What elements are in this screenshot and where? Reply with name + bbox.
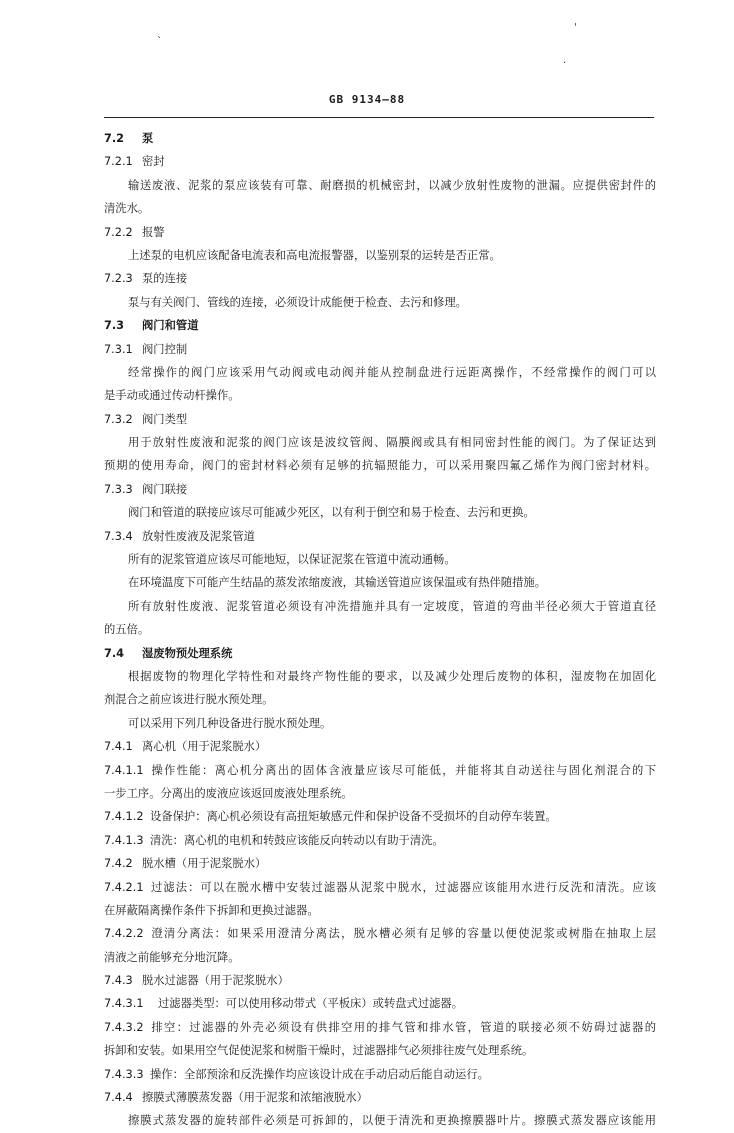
- line-text: 设备保护：离心机必须设有高扭矩敏感元件和保护设备不受损坏的自动停车装置。: [150, 810, 557, 824]
- section-number: 7.4.1.1: [104, 763, 144, 777]
- line-text: 清洗水。: [104, 202, 150, 216]
- corner-mark: `: [157, 36, 162, 47]
- line-text: 操作性能：离心机分离出的固体含液量应该尽可能低，并能将其自动送往与固化剂混合的下: [150, 763, 656, 777]
- corner-mark: ': [574, 22, 577, 33]
- section-number: 7.4.2: [104, 857, 133, 871]
- line-text: 在屏蔽隔离操作条件下拆卸和更换过滤器。: [104, 903, 319, 917]
- paragraph-line: [104, 244, 656, 267]
- section-number: 7.4.3.3: [104, 1067, 144, 1081]
- paragraph-line: [104, 712, 656, 735]
- section-number: 7.4.3: [104, 974, 133, 988]
- line-text: 所有放射性废液、泥浆管道必须设有冲洗措施并具有一定坡度，管道的弯曲半径必须大于管道直径: [128, 599, 656, 613]
- line-text: 脱水过滤器（用于泥浆脱水）: [142, 974, 289, 988]
- section-line: [104, 314, 656, 337]
- paragraph-line: [104, 548, 656, 571]
- line-text: 根据废物的物理化学特性和对最终产物性能的要求，以及减少处理后废物的体积，湿废物在加固化: [128, 669, 656, 683]
- line-text: 经常操作的阀门应该采用气动阀或电动阀并能从控制盘进行远距离操作，不经常操作的阀门可以: [128, 365, 656, 379]
- section-line: [104, 127, 656, 150]
- line-text: 排空：过滤器的外壳必须设有供排空用的排气管和排水管，管道的联接必须不妨碍过滤器的: [150, 1020, 656, 1034]
- section-line: [104, 992, 656, 1015]
- line-text: 阀门和管道: [142, 319, 199, 333]
- line-text: 预期的使用寿命，阀门的密封材料必须有足够的抗辐照能力，可以采用聚四氟乙烯作为阀门密封材料。: [104, 459, 656, 473]
- line-text: 湿废物预处理系统: [142, 646, 233, 660]
- line-text: 泵与有关阀门、管线的连接，必须设计成能便于检查、去污和修理。: [128, 295, 467, 309]
- paragraph-line: [104, 501, 656, 524]
- line-text: 泵的连接: [142, 272, 188, 286]
- section-number: 7.4.4: [104, 1091, 133, 1105]
- section-line: [104, 338, 656, 361]
- line-text: 在环境温度下可能产生结晶的蒸发浓缩废液，其输送管道应该保温或有热伴随措施。: [128, 576, 546, 590]
- section-number: 7.4.1.3: [104, 833, 144, 847]
- section-line: [104, 829, 656, 852]
- section-line: [104, 735, 656, 758]
- section-number: 7.4.3.1: [104, 997, 144, 1011]
- line-text: 一步工序。分离出的废液应该返回废液处理系统。: [104, 786, 353, 800]
- line-text: 脱水槽（用于泥浆脱水）: [142, 857, 267, 871]
- section-line: [104, 759, 656, 782]
- section-number: 7.3.3: [104, 482, 133, 496]
- section-line: [104, 1016, 656, 1039]
- line-text: 擦膜式蒸发器的旋转部件必须是可拆卸的，以便于清洗和更换擦膜器叶片。擦膜式蒸发器应该能用: [128, 1114, 656, 1128]
- line-text: 所有的泥浆管道应该尽可能地短，以保证泥浆在管道中流动通畅。: [128, 553, 456, 567]
- section-line: [104, 478, 656, 501]
- page-header: GB 9134—88: [328, 93, 406, 106]
- line-text: 用于放射性废液和泥浆的阀门应该是波纹管阀、隔膜阀或具有相同密封性能的阀门。为了保证达到: [128, 436, 656, 450]
- section-number: 7.3: [104, 319, 125, 333]
- section-number: 7.2.2: [104, 225, 133, 239]
- line-text: 放射性废液及泥浆管道: [142, 529, 255, 543]
- line-text: 上述泵的电机应该配备电流表和高电流报警器，以鉴别泵的运转是否正常。: [128, 248, 501, 262]
- section-number: 7.3.4: [104, 529, 133, 543]
- section-number: 7.4.1: [104, 740, 133, 754]
- section-number: 7.2.3: [104, 272, 133, 286]
- paragraph-line: [104, 618, 656, 641]
- line-text: 过滤法：可以在脱水槽中安装过滤器从泥浆中脱水，过滤器应该能用水进行反洗和清洗。应该: [150, 880, 656, 894]
- line-text: 密封: [142, 155, 165, 169]
- section-line: [104, 408, 656, 431]
- paragraph-line: [104, 174, 656, 197]
- line-text: 的五倍。: [104, 623, 150, 637]
- section-number: 7.4.3.2: [104, 1020, 144, 1034]
- section-line: [104, 922, 656, 945]
- paragraph-line: [104, 361, 656, 384]
- line-text: 可以采用下列几种设备进行脱水预处理。: [128, 716, 332, 730]
- section-line: [104, 852, 656, 875]
- section-number: 7.4.2.2: [104, 927, 144, 941]
- paragraph-line: [104, 384, 656, 407]
- section-line: [104, 1063, 656, 1086]
- paragraph-line: [104, 454, 656, 477]
- document-body: [104, 127, 656, 1133]
- paragraph-line: [104, 595, 656, 618]
- section-number: 7.4.1.2: [104, 810, 144, 824]
- section-number: 7.2.1: [104, 155, 133, 169]
- line-text: 阀门类型: [142, 412, 188, 426]
- section-number: 7.3.2: [104, 412, 133, 426]
- line-text: 过滤器类型：可以使用移动带式（平板床）或转盘式过滤器。: [158, 997, 464, 1011]
- section-line: [104, 876, 656, 899]
- line-text: 报警: [142, 225, 165, 239]
- line-text: 阀门控制: [142, 342, 188, 356]
- section-line: [104, 525, 656, 548]
- paragraph-line: [104, 197, 656, 220]
- line-text: 清液之前能够充分地沉降。: [104, 950, 240, 964]
- section-line: [104, 805, 656, 828]
- section-line: [104, 221, 656, 244]
- paragraph-line: [104, 899, 656, 922]
- section-number: 7.2: [104, 132, 125, 145]
- section-number: 7.4: [104, 646, 125, 660]
- paragraph-line: [104, 1039, 656, 1062]
- paragraph-line: [104, 431, 656, 454]
- paragraph-line: [104, 291, 656, 314]
- line-text: 阀门和管道的联接应该尽可能减少死区，以有利于倒空和易于检查、去污和更换。: [128, 506, 535, 520]
- paragraph-line: [104, 665, 656, 688]
- line-text: 阀门联接: [142, 482, 188, 496]
- section-line: [104, 969, 656, 992]
- section-number: 7.4.2.1: [104, 880, 144, 894]
- line-text: 离心机（用于泥浆脱水）: [142, 740, 267, 754]
- line-text: 清洗：离心机的电机和转鼓应该能反向转动以有助于清洗。: [150, 833, 444, 847]
- paragraph-line: [104, 1109, 656, 1132]
- paragraph-line: [104, 946, 656, 969]
- line-text: 操作：全部预涂和反洗操作均应该设计成在手动启动后能自动运行。: [150, 1067, 489, 1081]
- paragraph-line: [104, 782, 656, 805]
- section-line: [104, 267, 656, 290]
- section-line: [104, 150, 656, 173]
- section-line: [104, 642, 656, 665]
- line-text: 是手动或通过传动杆操作。: [104, 389, 240, 403]
- line-text: 输送废液、泥浆的泵应该装有可靠、耐磨损的机械密封，以减少放射性废物的泄漏。应提供密封件的: [128, 178, 656, 192]
- section-number: 7.3.1: [104, 342, 133, 356]
- line-text: 剂混合之前应该进行脱水预处理。: [104, 693, 274, 707]
- line-text: 泵: [142, 132, 154, 145]
- paragraph-line: [104, 688, 656, 711]
- line-text: 澄清分离法：如果采用澄清分离法，脱水槽必须有足够的容量以便使泥浆或树脂在抽取上层: [150, 927, 656, 941]
- section-line: [104, 1086, 656, 1109]
- corner-mark: ·: [563, 58, 567, 69]
- header-rule: [104, 117, 654, 118]
- line-text: 拆卸和安装。如果用空气促使泥浆和树脂干燥时，过滤器排气必须排往废气处理系统。: [104, 1044, 534, 1058]
- paragraph-line: [104, 571, 656, 594]
- line-text: 擦膜式薄膜蒸发器（用于泥浆和浓缩液脱水）: [142, 1091, 368, 1105]
